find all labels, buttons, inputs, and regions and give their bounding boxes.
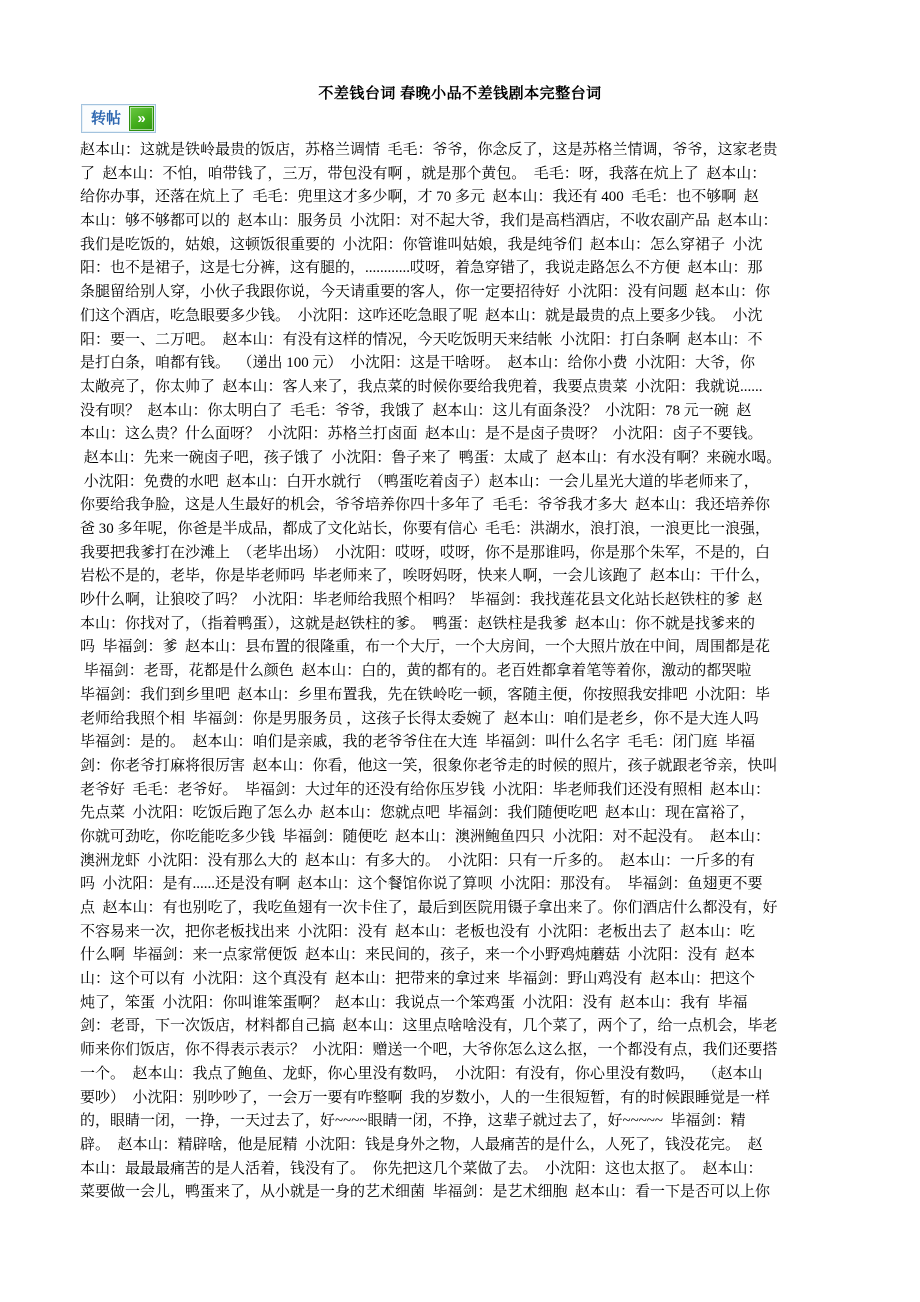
script-line: 山：这个可以有 小沈阳：这个真没有 赵本山：把带来的拿过来 毕福剑：野山鸡没有 赵本山：把这个 bbox=[80, 971, 756, 988]
script-line: 爸 30 多年呢，你爸是半成品，都成了文化站长，你要有信心 毛毛：洪湖水，浪打浪，一浪更比一浪强， bbox=[80, 521, 771, 537]
script-line: 不容易来一次，把你老板找出来 小沈阳：没有 赵本山：老板也没有 小沈阳：老板出去了 赵本山：吃 bbox=[80, 923, 756, 940]
script-line: 本山：你找对了，（指着鸭蛋），这就是赵铁柱的爹。 鸭蛋：赵铁柱是我爹 赵本山：你不就是找爹来的 bbox=[80, 615, 756, 632]
script-line: 了 赵本山：不怕，咱带钱了，三万，带包没有啊 ，就是那个黄包。 毛毛：呀，我落在炕上了 赵本山： bbox=[80, 165, 767, 182]
repost-button[interactable] bbox=[81, 104, 156, 133]
script-line: 的，眼睛一闭，一挣，一天过去了，好~~~~眼睛一闭，不挣，这辈子就过去了，好~~~~~ 毕福剑：精 bbox=[80, 1113, 746, 1130]
script-line: 吗 毕福剑：爹 赵本山：县布置的很隆重，布一个大厅，一个大房间，一个大照片放在中间，周围都是花 bbox=[80, 639, 771, 656]
script-line: 我要把我爹打在沙滩上 （老毕出场） 小沈阳：哎呀，哎呀，你不是那谁吗，你是那个朱军，不是的，白 bbox=[80, 544, 771, 561]
script-line: 本山：够不够都可以的 赵本山：服务员 小沈阳：对不起大爷，我们是高档酒店，不收农副产品 赵本山： bbox=[80, 213, 778, 230]
script-line: 们这个酒店，吃急眼要多少钱。 小沈阳：这咋还吃急眼了呢 赵本山：就是最贵的点上要多少钱。 小沈 bbox=[80, 307, 763, 324]
script-line: 岩松不是的，老毕，你是毕老师吗 毕老师来了，唉呀妈呀，快来人啊，一会儿该跑了 赵本山：干什么， bbox=[80, 568, 771, 585]
page-title: 不差钱台词 春晚小品不差钱剧本完整台词 bbox=[318, 86, 602, 102]
script-line: 赵本山：先来一碗卤子吧，孩子饿了 小沈阳：鲁子来了 鸭蛋：太咸了 赵本山：有水没有啊？来碗水喝。 bbox=[80, 449, 782, 466]
script-line: 老师给我照个相 毕福剑：你是男服务员 ，这孩子长得太委婉了 赵本山：咱们是老乡，你不是大连人吗 bbox=[80, 710, 759, 727]
script-line: 先点菜 小沈阳：吃饭后跑了怎么办 赵本山：您就点吧 毕福剑：我们随便吃吧 赵本山：现在富裕了， bbox=[80, 805, 756, 822]
script-line: 毕福剑：是的。 赵本山：咱们是亲戚，我的老爷爷住在大连 毕福剑：叫什么名字 毛毛：闭门庭 毕福 bbox=[80, 734, 756, 751]
script-line: 我们是吃饭的，姑娘，这顿饭很重要的 小沈阳：你管谁叫姑娘，我是纯爷们 赵本山：怎么穿裙子 小沈 bbox=[80, 236, 763, 253]
script-line: 太敞亮了，你太帅了 赵本山：客人来了，我点菜的时候你要给我兜着，我要点贵菜 小沈阳：我就说...... bbox=[80, 378, 763, 395]
script-line: 老爷好 毛毛：老爷好。 毕福剑：大过年的还没有给你压岁钱 小沈阳：毕老师我们还没有照相 赵本山： bbox=[80, 781, 771, 798]
forward-arrows-icon[interactable]: » bbox=[129, 106, 154, 131]
script-line: 澳洲龙虾 小沈阳：没有那么大的 赵本山：有多大的。 小沈阳：只有一斤多的。 赵本山：一斤多的有 bbox=[80, 852, 756, 869]
script-line: 点 赵本山：有也别吃了，我吃鱼翅有一次卡住了，最后到医院用镊子拿出来了。你们酒店什么都没有，好 bbox=[80, 900, 778, 916]
script-line: 吗 小沈阳：是有......还是没有啊 赵本山：这个餐馆你说了算呗 小沈阳：那没有。 毕福剑：鱼翅更不要 bbox=[80, 876, 763, 893]
script-text bbox=[80, 139, 855, 1205]
script-line: 吵什么啊，让狼咬了吗？ 小沈阳：毕老师给我照个相吗？ 毕福剑：我找莲花县文化站长赵铁柱的爹 赵 bbox=[80, 592, 763, 609]
script-line: 要吵） 小沈阳：别吵吵了，一会万一要有咋整啊 我的岁数小，人的一生很短暂，有的时候跟睡觉是一样 bbox=[80, 1089, 771, 1106]
script-line: 毕福剑：我们到乡里吧 赵本山：乡里布置我，先在铁岭吃一顿，客随主便，你按照我安排吧 小沈阳：毕 bbox=[80, 686, 771, 703]
script-line: 一个。 赵本山：我点了鲍鱼、龙虾，你心里没有数吗， 小沈阳：有没有，你心里没有数吗， （赵本山 bbox=[80, 1065, 763, 1082]
script-line: 小沈阳：免费的水吧 赵本山：白开水就行 （鸭蛋吃着卤子）赵本山：一会儿星光大道的毕老师来了， bbox=[80, 473, 759, 490]
script-line: 本山：这么贵？什么面呀？ 小沈阳：苏格兰打卤面 赵本山：是不是卤子贵呀？ 小沈阳：卤子不要钱。 bbox=[80, 426, 763, 443]
script-line: 辟。 赵本山：精辟啥，他是屁精 小沈阳：钱是身外之物，人最痛苦的是什么，人死了，钱没花完。 赵 bbox=[80, 1136, 763, 1153]
script-line: 你要给我争脸，这是人生最好的机会，爷爷培养你四十多年了 毛毛：爷爷我才多大 赵本山：我还培养你 bbox=[80, 497, 771, 514]
script-line: 没有呗？ 赵本山：你太明白了 毛毛：爷爷，我饿了 赵本山：这儿有面条没？ 小沈阳：78 元一碗 赵 bbox=[80, 402, 752, 419]
script-line: 菜要做一会儿，鸭蛋来了，从小就是一身的艺术细菌 毕福剑：是艺术细胞 赵本山：看一下是否可以上你 bbox=[80, 1184, 771, 1201]
script-line: 给你办事，还落在炕上了 毛毛：兜里这才多少啊，才 70 多元 赵本山：我还有 400 毛毛：也不够啊 赵 bbox=[80, 189, 759, 206]
script-line: 赵本山：这就是铁岭最贵的饭店，苏格兰调情 毛毛：爷爷，你念反了，这是苏格兰情调，爷爷，这家老贵 bbox=[80, 142, 778, 158]
script-line: 本山：最最最痛苦的是人活着，钱没有了。 你先把这几个菜做了去。 小沈阳：这也太抠了。 赵本山： bbox=[80, 1160, 763, 1177]
script-line: 什么啊 毕福剑：来一点家常便饭 赵本山：来民间的，孩子，来一个小野鸡炖蘑菇 小沈阳：没有 赵本 bbox=[80, 947, 756, 964]
script-line: 剑：老哥，下一次饭店，材料都自己搞 赵本山：这里点啥啥没有，几个菜了，两个了，给一点机会，毕老 bbox=[80, 1018, 778, 1035]
script-line: 阳：要一、二万吧。 赵本山：有没有这样的情况，今天吃饭明天来结帐 小沈阳：打白条啊 赵本山：不 bbox=[80, 331, 763, 348]
script-line: 炖了，笨蛋 小沈阳：你叫谁笨蛋啊？ 赵本山：我说点一个笨鸡蛋 小沈阳：没有 赵本山：我有 毕福 bbox=[80, 994, 748, 1011]
script-line: 毕福剑：老哥，花都是什么颜色 赵本山：白的，黄的都有的。老百姓都拿着笔等着你，激动的都哭啦 bbox=[80, 663, 752, 680]
script-line: 师来你们饭店，你不得表示表示？ 小沈阳：赠送一个吧，大爷你怎么这么抠，一个都没有点，我们还要搭 bbox=[80, 1042, 778, 1059]
script-line: 剑：你老爷打麻将很厉害 赵本山：你看，他这一笑，很象你老爷走的时候的照片，孩子就跟老爷亲，快叫 bbox=[80, 757, 778, 774]
script-line: 是打白条，咱都有钱。 （递出 100 元） 小沈阳：这是干啥呀。 赵本山：给你小费 小沈阳：大爷，你 bbox=[80, 355, 756, 372]
script-line: 阳：也不是裙子，这是七分裤，这有腿的，............哎呀，着急穿错了，我说走路怎么不方便 赵本山：那 bbox=[80, 260, 763, 277]
repost-button-label: 转帖 bbox=[91, 110, 122, 127]
script-line: 你就可劲吃，你吃能吃多少钱 毕福剑：随便吃 赵本山：澳洲鲍鱼四只 小沈阳：对不起没有。 赵本山： bbox=[80, 828, 771, 845]
script-line: 条腿留给别人穿，小伙子我跟你说，今天请重要的客人，你一定要招待好 小沈阳：没有问题 赵本山：你 bbox=[80, 284, 771, 301]
